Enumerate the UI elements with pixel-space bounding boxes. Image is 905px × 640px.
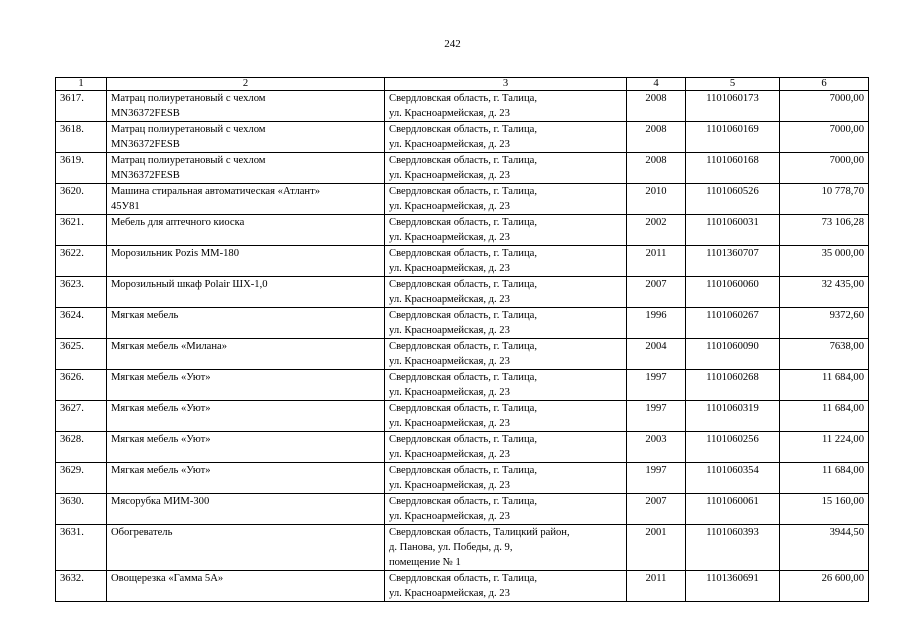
item-address: Свердловская область, г. Талица, ул. Красноармейская, д. 23 <box>385 494 627 525</box>
inventory-number: 1101060168 <box>686 153 780 184</box>
item-year: 2011 <box>627 246 686 277</box>
item-value: 73 106,28 <box>780 215 869 246</box>
item-address: Свердловская область, г. Талица, ул. Красноармейская, д. 23 <box>385 370 627 401</box>
item-value: 32 435,00 <box>780 277 869 308</box>
row-number: 3626. <box>56 370 107 401</box>
row-number: 3620. <box>56 184 107 215</box>
item-year: 1997 <box>627 401 686 432</box>
table-row <box>56 525 869 571</box>
table-row <box>56 432 869 463</box>
item-address: Свердловская область, г. Талица, ул. Красноармейская, д. 23 <box>385 571 627 602</box>
item-name: Матрац полиуретановый с чехлом MN36372FESB <box>107 122 385 153</box>
item-value: 7638,00 <box>780 339 869 370</box>
row-number: 3618. <box>56 122 107 153</box>
item-address: Свердловская область, г. Талица, ул. Красноармейская, д. 23 <box>385 246 627 277</box>
item-name: Мягкая мебель «Уют» <box>107 463 385 494</box>
item-value: 15 160,00 <box>780 494 869 525</box>
item-address: Свердловская область, г. Талица, ул. Красноармейская, д. 23 <box>385 122 627 153</box>
inventory-number: 1101060267 <box>686 308 780 339</box>
item-name: Овощерезка «Гамма 5А» <box>107 571 385 602</box>
item-year: 2008 <box>627 153 686 184</box>
table-header-row <box>56 78 869 91</box>
table-row <box>56 91 869 122</box>
item-name: Обогреватель <box>107 525 385 571</box>
column-header: 3 <box>385 78 627 91</box>
column-header: 2 <box>107 78 385 91</box>
item-year: 2001 <box>627 525 686 571</box>
item-value: 11 684,00 <box>780 463 869 494</box>
table-row <box>56 153 869 184</box>
inventory-number: 1101060173 <box>686 91 780 122</box>
item-name: Матрац полиуретановый с чехлом MN36372FESB <box>107 153 385 184</box>
item-address: Свердловская область, г. Талица, ул. Красноармейская, д. 23 <box>385 91 627 122</box>
row-number: 3625. <box>56 339 107 370</box>
inventory-number: 1101060354 <box>686 463 780 494</box>
table-row <box>56 370 869 401</box>
item-year: 1997 <box>627 370 686 401</box>
item-value: 7000,00 <box>780 153 869 184</box>
row-number: 3632. <box>56 571 107 602</box>
row-number: 3622. <box>56 246 107 277</box>
item-name: Машина стиральная автоматическая «Атлант» 45У81 <box>107 184 385 215</box>
item-name: Мягкая мебель «Уют» <box>107 370 385 401</box>
item-address: Свердловская область, г. Талица, ул. Красноармейская, д. 23 <box>385 215 627 246</box>
inventory-number: 1101360691 <box>686 571 780 602</box>
item-year: 1996 <box>627 308 686 339</box>
item-year: 2011 <box>627 571 686 602</box>
item-name: Морозильник Pozis MM-180 <box>107 246 385 277</box>
inventory-number: 1101060526 <box>686 184 780 215</box>
item-value: 11 684,00 <box>780 370 869 401</box>
inventory-number: 1101060268 <box>686 370 780 401</box>
row-number: 3619. <box>56 153 107 184</box>
row-number: 3621. <box>56 215 107 246</box>
item-year: 2008 <box>627 91 686 122</box>
item-address: Свердловская область, г. Талица, ул. Красноармейская, д. 23 <box>385 153 627 184</box>
item-name: Мягкая мебель «Уют» <box>107 432 385 463</box>
row-number: 3630. <box>56 494 107 525</box>
item-value: 7000,00 <box>780 122 869 153</box>
inventory-number: 1101060061 <box>686 494 780 525</box>
row-number: 3624. <box>56 308 107 339</box>
table-row <box>56 122 869 153</box>
item-value: 9372,60 <box>780 308 869 339</box>
table-row <box>56 494 869 525</box>
row-number: 3631. <box>56 525 107 571</box>
item-address: Свердловская область, г. Талица, ул. Красноармейская, д. 23 <box>385 432 627 463</box>
item-value: 10 778,70 <box>780 184 869 215</box>
item-address: Свердловская область, г. Талица, ул. Красноармейская, д. 23 <box>385 401 627 432</box>
inventory-number: 1101060393 <box>686 525 780 571</box>
item-value: 7000,00 <box>780 91 869 122</box>
item-value: 11 684,00 <box>780 401 869 432</box>
column-header: 1 <box>56 78 107 91</box>
item-value: 26 600,00 <box>780 571 869 602</box>
table-row <box>56 571 869 602</box>
table-row <box>56 463 869 494</box>
inventory-number: 1101360707 <box>686 246 780 277</box>
item-year: 1997 <box>627 463 686 494</box>
inventory-number: 1101060060 <box>686 277 780 308</box>
item-address: Свердловская область, Талицкий район, д. Панова, ул. Победы, д. 9, помещение № 1 <box>385 525 627 571</box>
table-row <box>56 277 869 308</box>
inventory-number: 1101060090 <box>686 339 780 370</box>
item-name: Матрац полиуретановый с чехлом MN36372FESB <box>107 91 385 122</box>
table-row <box>56 401 869 432</box>
item-year: 2007 <box>627 277 686 308</box>
item-year: 2007 <box>627 494 686 525</box>
item-name: Мягкая мебель <box>107 308 385 339</box>
item-name: Мягкая мебель «Милана» <box>107 339 385 370</box>
column-header: 6 <box>780 78 869 91</box>
item-year: 2008 <box>627 122 686 153</box>
inventory-number: 1101060169 <box>686 122 780 153</box>
item-name: Мягкая мебель «Уют» <box>107 401 385 432</box>
row-number: 3627. <box>56 401 107 432</box>
property-table <box>55 77 869 602</box>
inventory-number: 1101060256 <box>686 432 780 463</box>
item-name: Мясорубка МИМ-300 <box>107 494 385 525</box>
inventory-number: 1101060319 <box>686 401 780 432</box>
table-row <box>56 339 869 370</box>
column-header: 5 <box>686 78 780 91</box>
item-year: 2010 <box>627 184 686 215</box>
item-address: Свердловская область, г. Талица, ул. Красноармейская, д. 23 <box>385 308 627 339</box>
table-row <box>56 215 869 246</box>
table-row <box>56 308 869 339</box>
item-address: Свердловская область, г. Талица, ул. Красноармейская, д. 23 <box>385 463 627 494</box>
item-address: Свердловская область, г. Талица, ул. Красноармейская, д. 23 <box>385 184 627 215</box>
table-row <box>56 246 869 277</box>
row-number: 3617. <box>56 91 107 122</box>
row-number: 3628. <box>56 432 107 463</box>
item-value: 35 000,00 <box>780 246 869 277</box>
item-address: Свердловская область, г. Талица, ул. Красноармейская, д. 23 <box>385 339 627 370</box>
item-address: Свердловская область, г. Талица, ул. Красноармейская, д. 23 <box>385 277 627 308</box>
item-name: Мебель для аптечного киоска <box>107 215 385 246</box>
item-name: Морозильный шкаф Polair ШХ-1,0 <box>107 277 385 308</box>
item-year: 2003 <box>627 432 686 463</box>
table-row <box>56 184 869 215</box>
row-number: 3623. <box>56 277 107 308</box>
page-number: 242 <box>444 38 461 50</box>
item-year: 2004 <box>627 339 686 370</box>
row-number: 3629. <box>56 463 107 494</box>
inventory-number: 1101060031 <box>686 215 780 246</box>
item-value: 11 224,00 <box>780 432 869 463</box>
item-value: 3944,50 <box>780 525 869 571</box>
column-header: 4 <box>627 78 686 91</box>
item-year: 2002 <box>627 215 686 246</box>
